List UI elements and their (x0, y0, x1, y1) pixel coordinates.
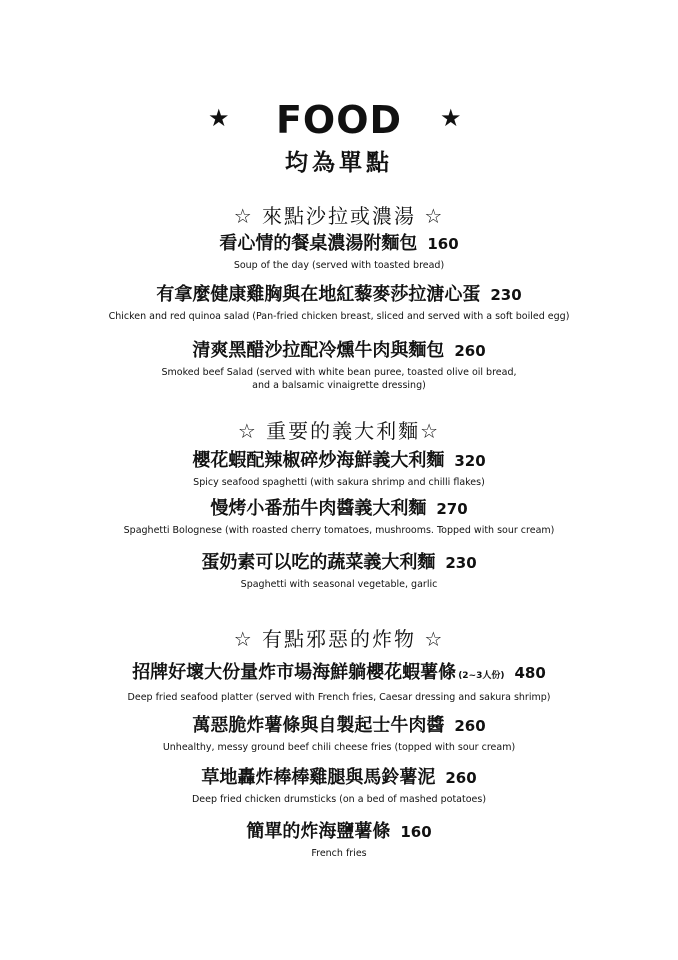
item-name: 清爽黑醋沙拉配冷燻牛肉與麵包 (192, 340, 445, 361)
item-description: Spaghetti Bolognese (with roasted cherry tomatoes, mushrooms. Topped with sour cream) (123, 525, 555, 536)
menu-item (0, 766, 678, 806)
item-name: 簡單的炸海鹽薯條 (246, 821, 391, 842)
page-title: FOOD (275, 98, 403, 142)
item-description: Spicy seafood spaghetti (with sakura shrimp and chilli flakes) (193, 477, 485, 488)
menu-item (0, 283, 678, 323)
star-icon: ★ (440, 104, 462, 132)
item-price: 260 (454, 342, 486, 360)
section-title-pasta: ☆ 重要的義大利麵☆ (237, 419, 441, 443)
item-description: Deep fried chicken drumsticks (on a bed of mashed potatoes) (191, 794, 487, 805)
menu-item (0, 497, 678, 537)
item-name: 看心情的餐桌濃湯附麵包 (219, 233, 418, 254)
item-price: 160 (400, 823, 432, 841)
item-name: 萬惡脆炸薯條與自製起士牛肉醬 (192, 715, 445, 736)
item-price: 230 (490, 286, 522, 304)
menu-item (0, 661, 678, 704)
item-name: 蛋奶素可以吃的蔬菜義大利麵 (201, 552, 436, 573)
item-name: 慢烤小番茄牛肉醬義大利麵 (210, 498, 427, 519)
item-description: Deep fried seafood platter (served with French fries, Caesar dressing and sakura shrimp) (127, 692, 551, 703)
item-description: Chicken and red quinoa salad (Pan-fried chicken breast, sliced and served with a soft boiled egg) (108, 311, 570, 322)
menu-item (0, 820, 678, 860)
section-title-fried: ☆ 有點邪惡的炸物 ☆ (233, 627, 445, 651)
item-description: Unhealthy, messy ground beef chili cheese fries (topped with sour cream) (162, 742, 516, 753)
item-price: 480 (514, 664, 546, 682)
menu-item (0, 551, 678, 591)
star-icon: ★ (208, 104, 230, 132)
item-price: 320 (454, 452, 486, 470)
menu-item (0, 339, 678, 392)
menu-item (0, 232, 678, 272)
menu-item (0, 714, 678, 754)
menu-header (0, 98, 678, 188)
page-subtitle: 均為單點 (285, 150, 393, 176)
section-title-salad-soup: ☆ 來點沙拉或濃湯 ☆ (233, 204, 445, 228)
item-name: 招牌好壞大份量炸市場海鮮躺櫻花蝦薯條 (132, 662, 457, 683)
item-price: 230 (445, 554, 477, 572)
item-price: 260 (454, 717, 486, 735)
item-description: Spaghetti with seasonal vegetable, garlic (240, 579, 438, 590)
item-name: 有拿麼健康雞胸與在地紅藜麥莎拉溏心蛋 (156, 284, 481, 305)
item-price: 260 (445, 769, 477, 787)
menu-item (0, 449, 678, 489)
item-description: Soup of the day (served with toasted bread) (233, 260, 445, 271)
item-name: 草地轟炸棒棒雞腿與馬鈴薯泥 (201, 767, 436, 788)
item-description: Smoked beef Salad (served with white bean puree, toasted olive oil bread, and a balsamic vinaigrette dressing) (161, 367, 517, 391)
item-description: French fries (311, 848, 367, 859)
item-name: 櫻花蝦配辣椒碎炒海鮮義大利麵 (192, 450, 445, 471)
item-price: 160 (427, 235, 459, 253)
item-price: 270 (436, 500, 468, 518)
item-serving-note: (2~3人份) (458, 671, 505, 681)
